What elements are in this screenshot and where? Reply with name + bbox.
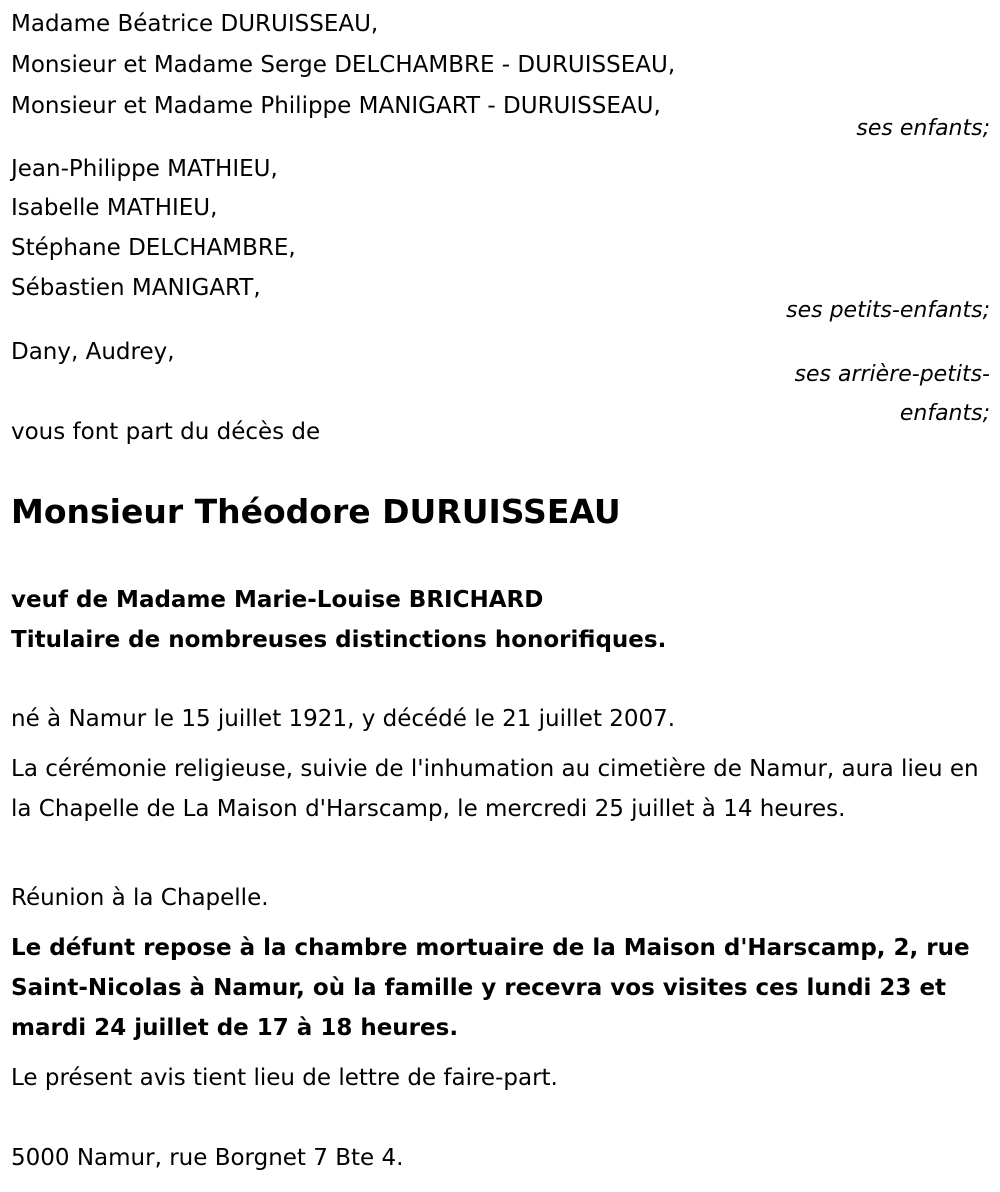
great-grandchildren-label-2: enfants; — [899, 401, 990, 426]
grandchild-line-4: Sébastien MANIGART, — [11, 275, 261, 301]
deceased-name: Monsieur Théodore DURUISSEAU — [11, 492, 621, 531]
gathering-line: Réunion à la Chapelle. — [11, 885, 269, 911]
widower-line: veuf de Madame Marie-Louise BRICHARD — [11, 587, 544, 613]
ceremony-paragraph: La cérémonie religieuse, suivie de l'inhumation au cimetière de Namur, aura lieu en la Chapelle de La Maison d'Harscamp, le mercredi 25 juillet à 14 heures. — [11, 756, 979, 822]
great-grandchildren-line: Dany, Audrey, — [11, 339, 175, 365]
great-grandchildren-label-1: ses arrière-petits- — [794, 362, 990, 387]
address-line: 5000 Namur, rue Borgnet 7 Bte 4. — [11, 1145, 404, 1171]
grandchild-line-2: Isabelle MATHIEU, — [11, 195, 218, 221]
distinctions-line: Titulaire de nombreuses distinctions honorifiques. — [11, 627, 667, 653]
visitation-paragraph: Le défunt repose à la chambre mortuaire de la Maison d'Harscamp, 2, rue Saint-Nicolas à Namur, où la famille y recevra vos visites ces lundi 23 et mardi 24 juillet de 17 à 18 heures. — [11, 935, 970, 1041]
notice-line: Le présent avis tient lieu de lettre de faire-part. — [11, 1065, 558, 1091]
child-line-1: Madame Béatrice DURUISSEAU, — [11, 11, 379, 37]
grandchild-line-1: Jean-Philippe MATHIEU, — [11, 156, 278, 182]
child-line-2: Monsieur et Madame Serge DELCHAMBRE - DURUISSEAU, — [11, 52, 676, 78]
announcement-line: vous font part du décès de — [11, 419, 321, 445]
grandchildren-label: ses petits-enfants; — [786, 298, 990, 323]
birth-death-line: né à Namur le 15 juillet 1921, y décédé le 21 juillet 2007. — [11, 706, 676, 732]
children-label: ses enfants; — [856, 116, 990, 141]
child-line-3: Monsieur et Madame Philippe MANIGART - DURUISSEAU, — [11, 93, 661, 119]
grandchild-line-3: Stéphane DELCHAMBRE, — [11, 235, 296, 261]
